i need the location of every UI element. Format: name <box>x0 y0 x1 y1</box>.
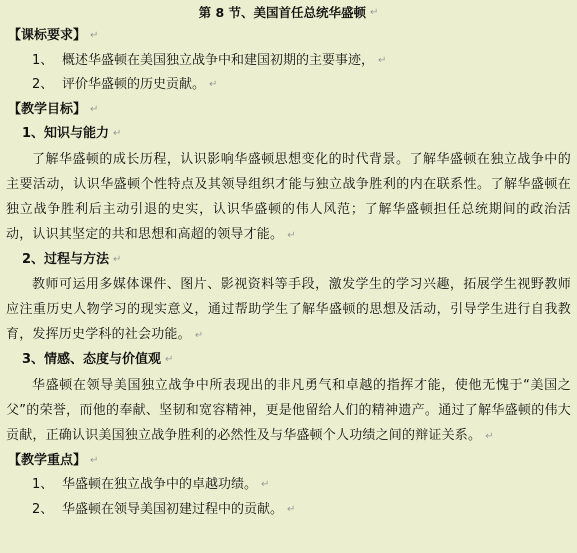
process-method-heading <box>6 248 571 273</box>
paragraph-text: 华盛顿在领导美国独立战争中所表现出的非凡勇气和卓越的指挥才能，使他无愧于“美国之父”的荣誉，而他的奉献、坚韧和宽容精神，更是他留给人们的精神遗产。通过了解华盛顿的伟大贡献，正确认识美国独立战争胜利的必然性及与华盛顿个人功绩之间的辩证关系。 <box>6 377 571 443</box>
goals-heading <box>6 98 571 123</box>
paragraph-mark-icon: ↵ <box>370 7 379 18</box>
list-item-number: 1、 <box>32 52 54 68</box>
list-item-number: 2、 <box>32 77 54 92</box>
list-item-text: 华盛顿在领导美国初建过程中的贡献。 <box>62 501 284 517</box>
title-text: 第 8 节、美国首任总统华盛顿 <box>198 5 366 20</box>
paragraph-mark-icon: ↵ <box>90 454 99 466</box>
standards-heading <box>6 24 571 49</box>
knowledge-ability-paragraph <box>6 147 571 248</box>
paragraph-text: 了解华盛顿的成长历程，认识影响华盛顿思想变化的时代背景。了解华盛顿在独立战争中的主要活动，认识华盛顿个性特点及其领导组织才能与独立战争胜利的内在联系性。了解华盛顿在独立战争胜利后主动引退的史实，认识华盛顿的伟人风范；了解华盛顿担任总统期间的政治活动，认识其坚定的共和思想和高超的领导才能。 <box>6 151 571 242</box>
paragraph-mark-icon: ↵ <box>378 54 387 66</box>
paragraph-mark-icon: ↵ <box>165 354 174 365</box>
subheading-text: 1、知识与能力 <box>22 126 110 141</box>
paragraph-mark-icon: ↵ <box>287 229 296 241</box>
document-title <box>6 2 571 24</box>
paragraph-mark-icon: ↵ <box>113 128 122 139</box>
list-item-number: 2、 <box>32 501 54 517</box>
paragraph-mark-icon: ↵ <box>261 479 270 490</box>
key-points-heading-text: 【教学重点】 <box>8 452 87 468</box>
knowledge-ability-heading <box>6 122 571 147</box>
paragraph-mark-icon: ↵ <box>485 430 494 442</box>
paragraph-mark-icon: ↵ <box>209 79 218 90</box>
key-points-heading <box>6 449 571 474</box>
paragraph-mark-icon: ↵ <box>90 30 99 41</box>
paragraph-mark-icon: ↵ <box>113 253 122 265</box>
list-item <box>6 49 571 74</box>
subheading-text: 2、过程与方法 <box>22 251 110 267</box>
goals-heading-text: 【教学目标】 <box>8 101 87 117</box>
paragraph-mark-icon: ↵ <box>90 103 99 115</box>
list-item <box>6 73 571 98</box>
standards-heading-text: 【课标要求】 <box>8 28 87 43</box>
list-item-text: 概述华盛顿在美国独立战争中和建国初期的主要事迹， <box>62 52 375 68</box>
list-item-number: 1、 <box>32 477 54 492</box>
process-method-paragraph <box>6 272 571 348</box>
emotion-values-paragraph <box>6 373 571 449</box>
list-item <box>6 473 571 498</box>
emotion-values-heading <box>6 348 571 373</box>
subheading-text: 3、情感、态度与价值观 <box>22 352 162 367</box>
paragraph-text: 教师可运用多媒体课件、图片、影视资料等手段，激发学生的学习兴趣，拓展学生视野教师应注重历史人物学习的现实意义，通过帮助学生了解华盛顿的思想及活动，引导学生进行自我教育，发挥历史学科的社会功能。 <box>6 277 571 342</box>
paragraph-mark-icon: ↵ <box>287 503 296 515</box>
paragraph-mark-icon: ↵ <box>194 330 204 341</box>
list-item <box>6 498 571 523</box>
list-item-text: 华盛顿在独立战争中的卓越功绩。 <box>62 477 258 492</box>
list-item-text: 评价华盛顿的历史贡献。 <box>62 77 206 92</box>
